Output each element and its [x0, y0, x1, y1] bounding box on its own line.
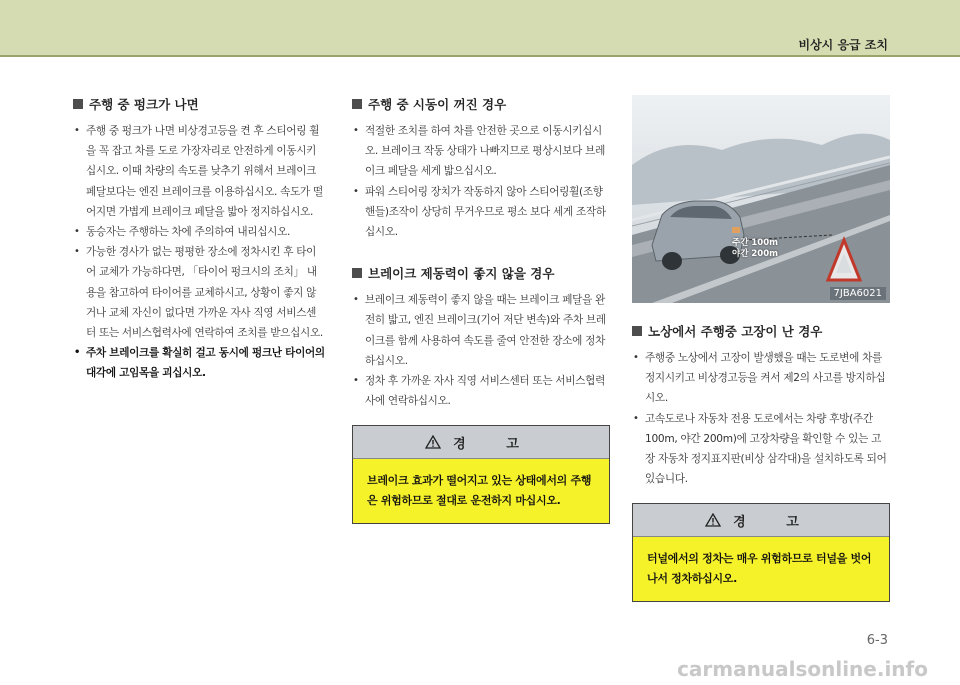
warning-triangle-icon — [705, 513, 721, 527]
section-square-icon — [73, 99, 83, 109]
bullet-list — [73, 121, 325, 384]
header-rule — [0, 55, 960, 57]
section-title-text: 노상에서 주행중 고장이 난 경우 — [648, 324, 823, 339]
warning-header — [353, 426, 609, 459]
bullet-list — [352, 121, 610, 242]
list-item: • 주행중 노상에서 고장이 발생했을 때는 도로변에 차를 정지시키고 비상경고등을 켜서 제2의 사고를 방지하십시오. — [632, 348, 890, 409]
page-number: 6-3 — [866, 633, 888, 648]
list-item-bold: • 주차 브레이크를 확실히 걸고 동시에 펑크난 타이어의 대각에 고임목을 괴십시오. — [73, 343, 325, 383]
section-title-text: 주행 중 시동이 꺼진 경우 — [368, 97, 507, 112]
warning-label: 경 고 — [453, 436, 537, 452]
day-distance-label: 주간 100m — [732, 238, 778, 248]
distance-labels — [732, 238, 778, 260]
section-title-engine-stall — [352, 95, 610, 113]
list-item: • 주행 중 펑크가 나면 비상경고등을 켠 후 스티어링 휠을 꼭 잡고 차를 도로 가장자리로 안전하게 이동시키십시오. 이때 차량의 속도를 낮추기 위해서 브레이크 페달보다는 엔진 브레이크를 이용하십시오. 속도가 떨어지면 가볍게 브레이크 페달을 밟아 정지하십시오. — [73, 121, 325, 222]
list-item: • 파워 스티어링 장치가 작동하지 않아 스티어링휠(조향 핸들)조작이 상당히 무거우므로 평소 보다 세게 조작하십시오. — [352, 182, 610, 243]
section-square-icon — [352, 268, 362, 278]
warning-text: 터널에서의 정차는 매우 위험하므로 터널을 벗어나서 정차하십시오. — [647, 552, 872, 586]
section-title-brake — [352, 264, 610, 282]
section-title-text: 주행 중 펑크가 나면 — [89, 97, 199, 112]
section-title-text: 브레이크 제동력이 좋지 않을 경우 — [368, 266, 555, 282]
warning-header — [633, 504, 889, 537]
list-item: • 동승자는 주행하는 차에 주의하여 내리십시오. — [73, 222, 325, 242]
warning-triangle-icon — [425, 435, 441, 449]
list-item: • 가능한 경사가 없는 평평한 장소에 정차시킨 후 타이어 교체가 가능하다면, 「타이어 펑크시의 조치」 내용을 참고하여 타이어를 교체하시고, 상황이 좋지 않거나 교체 자신이 없다면 가까운 자사 직영 서비스센터 또는 서비스협력사에 연락하여 조치를 받으십시오. — [73, 242, 325, 343]
warning-label: 경 고 — [733, 514, 817, 530]
section-title-flat-tire — [73, 95, 325, 113]
warning-box-brake — [352, 425, 610, 524]
warning-text: 브레이크 효과가 떨어지고 있는 상태에서의 주행은 위험하므로 절대로 운전하지 마십시오. — [367, 474, 592, 508]
car-triangle-illustration — [632, 95, 890, 303]
column-flat-tire — [73, 95, 325, 398]
warning-box-tunnel — [632, 503, 890, 602]
list-item: • 고속도로나 자동차 전용 도로에서는 차량 후방(주간 100m, 야간 200m)에 고장차량을 확인할 수 있는 고장 자동차 정지표지판(비상 삼각대)을 설치하도록 되어 있습니다. — [632, 409, 890, 490]
section-square-icon — [352, 99, 362, 109]
column-roadside-breakdown — [632, 322, 890, 602]
list-item: • 정차 후 가까운 자사 직영 서비스센터 또는 서비스협력사에 연락하십시오. — [352, 371, 610, 411]
night-distance-label: 야간 200m — [732, 249, 778, 259]
list-item: • 브레이크 제동력이 좋지 않을 때는 브레이크 페달을 완전히 밟고, 엔진 브레이크(기어 저단 변속)와 주차 브레이크를 함께 사용하여 속도를 줄여 안전한 장소에 정차하십시오. — [352, 290, 610, 371]
section-square-icon — [632, 326, 642, 336]
chapter-title: 비상시 응급 조치 — [798, 38, 888, 52]
bullet-list — [352, 290, 610, 411]
list-item: • 적절한 조치를 하여 차를 안전한 곳으로 이동시키십시오. 브레이크 작동 상태가 나빠지므로 평상시보다 브레이크 페달을 세게 밟으십시오. — [352, 121, 610, 182]
bullet-list — [632, 348, 890, 489]
section-title-roadside — [632, 322, 890, 340]
roadside-illustration — [632, 95, 890, 303]
column-engine-stall — [352, 95, 610, 524]
watermark: carmanualsonline.info — [677, 657, 928, 681]
figure-code: 7JBA6021 — [830, 287, 886, 300]
